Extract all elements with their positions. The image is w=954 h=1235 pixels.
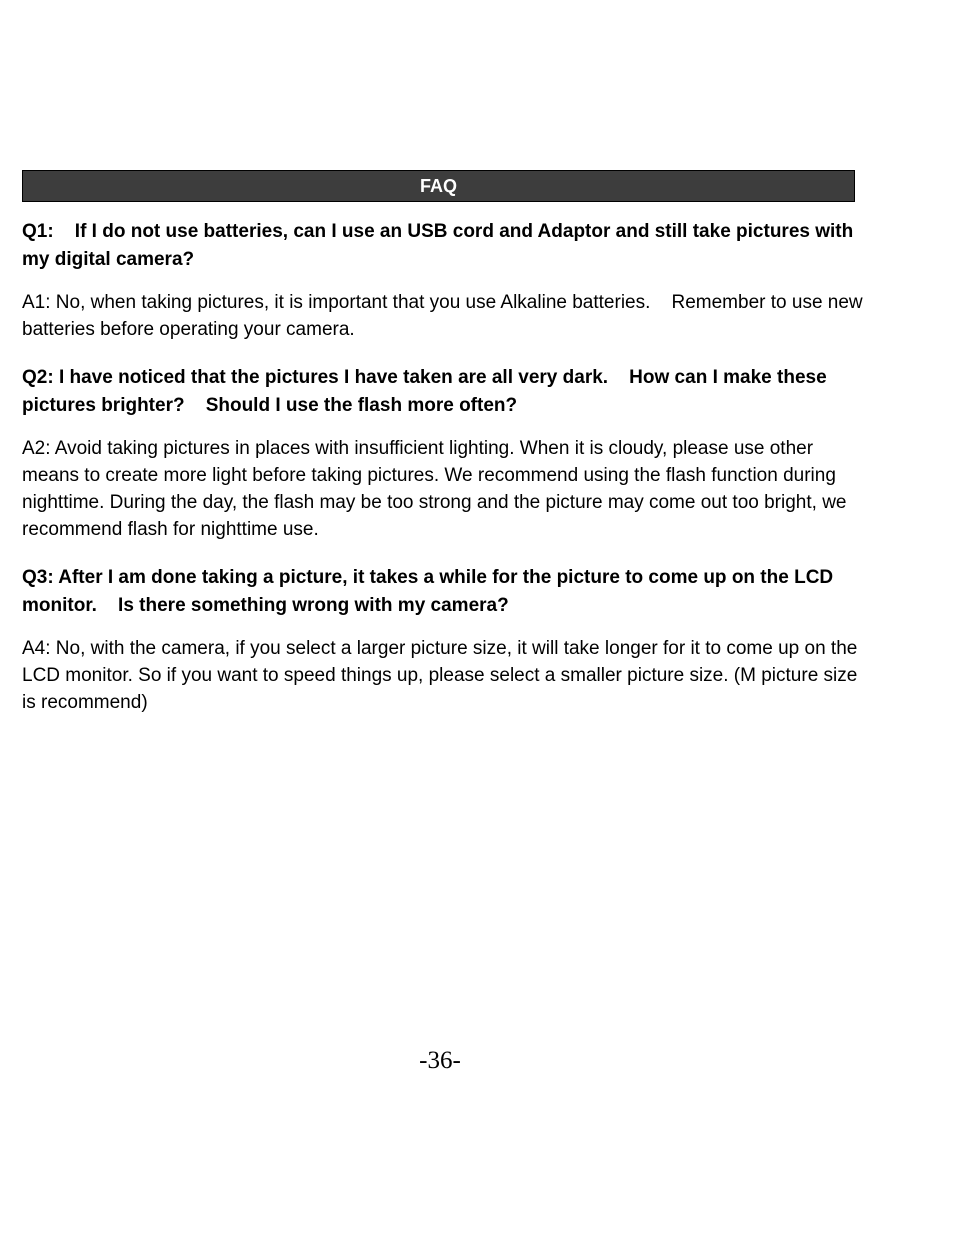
page-number: -36-	[419, 1047, 461, 1074]
faq-question-2: Q2: I have noticed that the pictures I have taken are all very dark. How can I make these pictures brighter? Should I use the flash more often?	[22, 367, 832, 416]
faq-question-1: Q1: If I do not use batteries, can I use an USB cord and Adaptor and still take pictures with my digital camera?	[22, 221, 859, 270]
faq-section-header: FAQ	[22, 170, 855, 202]
faq-question-3: Q3: After I am done taking a picture, it takes a while for the picture to come up on the LCD monitor. Is there something wrong with my camera?	[22, 567, 839, 616]
faq-answer-3: A4: No, with the camera, if you select a larger picture size, it will take longer for it to come up on the LCD monitor. So if you want to speed things up, please select a smaller picture size. (M picture size is recommend)	[22, 638, 863, 713]
faq-answer-2: A2: Avoid taking pictures in places with insufficient lighting. When it is cloudy, please use other means to create more light before taking pictures. We recommend using the flash function during nighttime. During the day, the flash may be too strong and the picture may come out too bright, we recommend flash for nighttime use.	[22, 438, 852, 540]
faq-answer-1: A1: No, when taking pictures, it is important that you use Alkaline batteries. Remember to use new batteries before operating your camera.	[22, 292, 868, 340]
faq-content	[22, 218, 867, 716]
